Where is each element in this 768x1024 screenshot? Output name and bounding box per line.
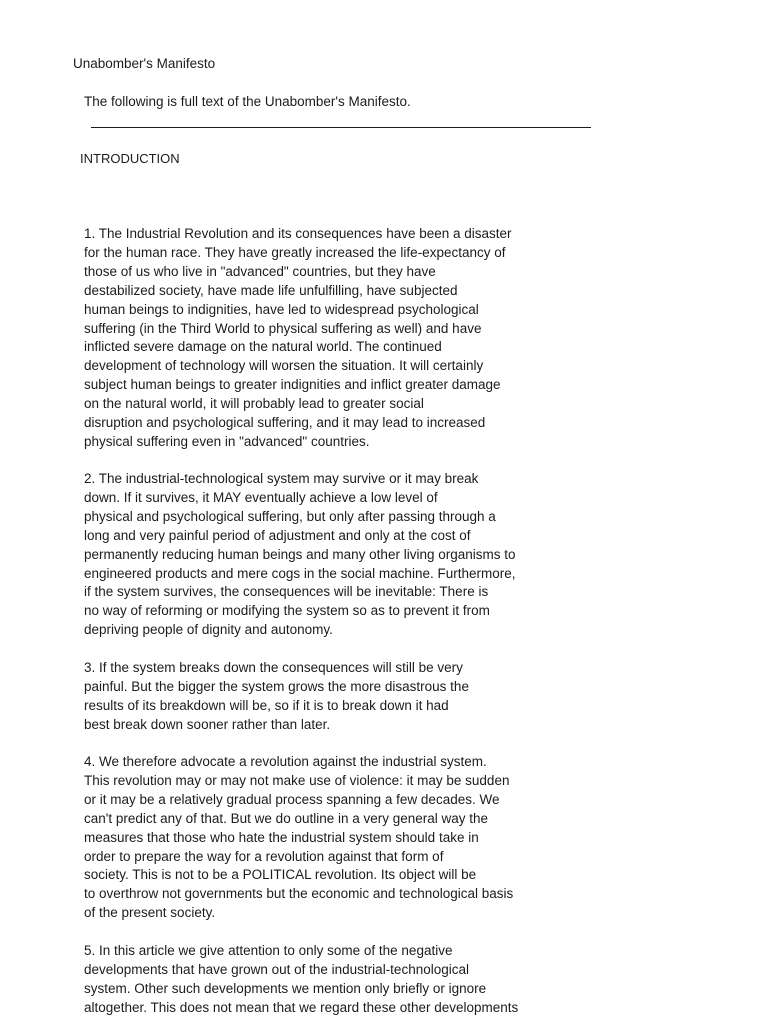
paragraph-3 <box>84 659 469 735</box>
text-line: suffering (in the Third World to physical suffering as well) and have <box>84 320 482 336</box>
text-line: subject human beings to greater indignities and inflict greater damage <box>84 377 501 393</box>
text-line: This revolution may or may not make use of violence: it may be sudden <box>84 772 510 788</box>
text-line: order to prepare the way for a revolution against that form of <box>84 848 444 864</box>
text-line: destabilized society, have made life unfulfilling, have subjected <box>84 282 458 298</box>
text-line: 2. The industrial-technological system may survive or it may break <box>84 471 479 486</box>
text-line: on the natural world, it will probably lead to greater social <box>84 396 424 412</box>
text-line: society. This is not to be a POLITICAL revolution. Its object will be <box>84 867 477 883</box>
text-line: results of its breakdown will be, so if it is to break down it had <box>84 697 449 713</box>
text-line: painful. But the bigger the system grows the more disastrous the <box>84 678 469 694</box>
text-line: those of us who live in "advanced" countries, but they have <box>84 263 436 279</box>
paragraph-1 <box>84 225 512 452</box>
text-line: to overthrow not governments but the economic and technological basis <box>84 886 514 902</box>
document-title: Unabomber's Manifesto <box>73 56 216 71</box>
text-line: if the system survives, the consequences will be inevitable: There is <box>84 584 489 600</box>
text-line: development of technology will worsen the situation. It will certainly <box>84 358 484 374</box>
horizontal-rule <box>91 127 591 128</box>
paragraph-2 <box>84 470 516 640</box>
intro-text: The following is full text of the Unabomber's Manifesto. <box>84 94 411 109</box>
text-line: disruption and psychological suffering, and it may lead to increased <box>84 415 486 431</box>
paragraph-4 <box>84 753 513 923</box>
text-line: engineered products and mere cogs in the social machine. Furthermore, <box>84 565 516 581</box>
text-line: of the present society. <box>84 905 216 921</box>
text-line: developments that have grown out of the industrial-technological <box>84 961 469 977</box>
text-line: altogether. This does not mean that we regard these other developments <box>84 999 519 1015</box>
text-line: depriving people of dignity and autonomy. <box>84 622 333 638</box>
section-heading: INTRODUCTION <box>80 151 180 166</box>
text-line: long and very painful period of adjustment and only at the cost of <box>84 527 471 543</box>
text-line: physical and psychological suffering, but only after passing through a <box>84 508 496 524</box>
text-line: permanently reducing human beings and many other living organisms to <box>84 546 516 562</box>
text-line: 1. The Industrial Revolution and its consequences have been a disaster <box>84 226 512 241</box>
text-line: 5. In this article we give attention to only some of the negative <box>84 943 453 958</box>
text-line: for the human race. They have greatly increased the life-expectancy of <box>84 244 506 260</box>
text-line: human beings to indignities, have led to widespread psychological <box>84 301 479 317</box>
text-line: down. If it survives, it MAY eventually achieve a low level of <box>84 489 438 505</box>
text-line: inflicted severe damage on the natural world. The continued <box>84 339 442 355</box>
text-line: can't predict any of that. But we do outline in a very general way the <box>84 810 489 826</box>
text-line: 4. We therefore advocate a revolution against the industrial system. <box>84 754 487 769</box>
text-line: or it may be a relatively gradual process spanning a few decades. We <box>84 791 500 807</box>
text-line: 3. If the system breaks down the consequences will still be very <box>84 660 463 675</box>
paragraph-5 <box>84 942 518 1018</box>
text-line: physical suffering even in "advanced" countries. <box>84 433 370 449</box>
text-line: best break down sooner rather than later. <box>84 716 331 732</box>
text-line: no way of reforming or modifying the system so as to prevent it from <box>84 603 490 619</box>
text-line: system. Other such developments we mention only briefly or ignore <box>84 980 487 996</box>
text-line: measures that those who hate the industrial system should take in <box>84 829 479 845</box>
